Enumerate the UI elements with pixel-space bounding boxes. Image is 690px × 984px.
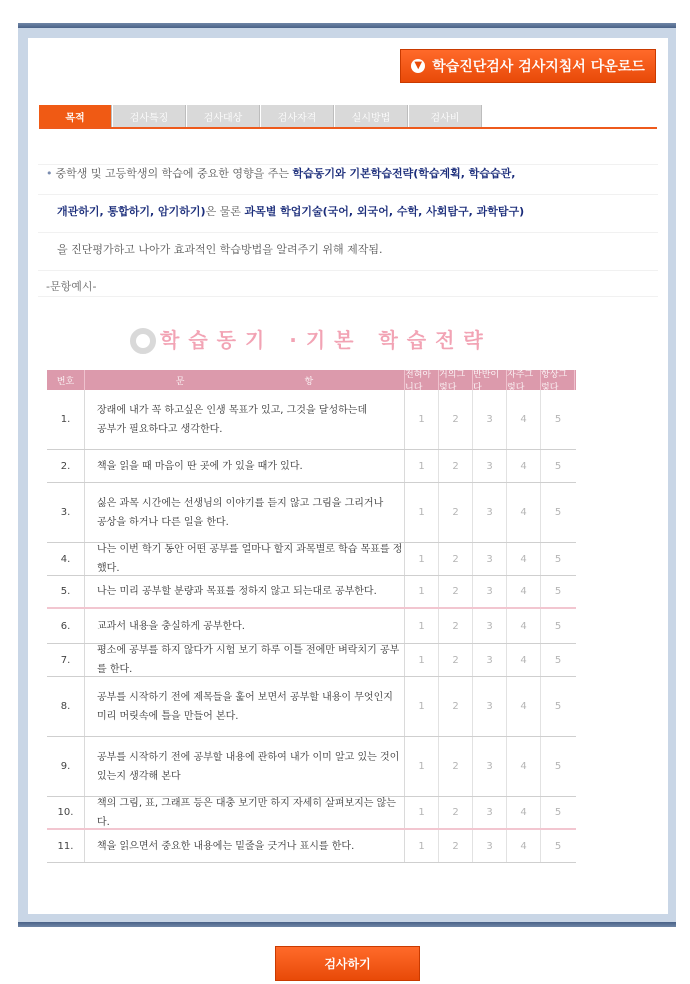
divider [38,194,658,195]
question-text [85,576,405,607]
score-option-2[interactable]: 2 [439,543,473,575]
question-line: 공상을 하거나 다른 일을 한다. [97,516,229,528]
question-number: 10. [47,797,85,828]
score-option-3[interactable]: 3 [473,543,507,575]
score-option-1[interactable]: 1 [405,644,439,676]
intro-highlight: 과목별 학업기술(국어, 외국어, 수학, 사회탐구, 과학탐구) [244,205,525,218]
score-option-3[interactable]: 3 [473,576,507,607]
table-row [47,450,576,483]
question-number: 8. [47,677,85,736]
circle-icon [130,328,156,354]
question-line: 공부가 필요하다고 생각한다. [97,423,223,435]
question-number: 7. [47,644,85,676]
tab-target[interactable]: 검사대상 [187,105,260,127]
question-line: 평소에 공부를 하지 않다가 시험 보기 하루 이틀 전에만 벼락치기 공부를 한다. [97,645,400,675]
question-text [85,737,405,796]
score-option-1[interactable]: 1 [405,576,439,607]
score-option-2[interactable]: 2 [439,677,473,736]
score-option-2[interactable]: 2 [439,737,473,796]
score-option-3[interactable]: 3 [473,677,507,736]
question-text [85,644,405,676]
score-option-3[interactable]: 3 [473,609,507,643]
header-scale-1: 전혀아니다 [405,370,439,390]
score-option-4[interactable]: 4 [507,797,541,828]
example-label: -문항예시- [46,280,97,293]
question-line: 책을 읽을 때 마음이 딴 곳에 가 있을 때가 있다. [97,460,303,472]
score-option-3[interactable]: 3 [473,830,507,862]
score-option-1[interactable]: 1 [405,390,439,449]
start-test-button[interactable]: 검사하기 [275,946,420,981]
table-row [47,390,576,450]
question-line: 책을 읽으면서 중요한 내용에는 밑줄을 긋거나 표시를 한다. [97,840,355,852]
score-option-1[interactable]: 1 [405,450,439,482]
question-number: 1. [47,390,85,449]
score-option-4[interactable]: 4 [507,390,541,449]
intro-highlight: 학습동기와 기본학습전략(학습계획, 학습습관, [292,167,516,180]
table-row [47,483,576,543]
score-option-5[interactable]: 5 [554,654,562,666]
chevron-down-circle-icon: ▼ [411,59,425,73]
question-line: 나는 이번 학기 동안 어떤 공부를 얼마나 할지 과목별로 학습 목표를 정했다. [97,544,403,574]
score-option-2[interactable]: 2 [439,609,473,643]
question-text [85,609,405,643]
score-option-1[interactable]: 1 [405,677,439,736]
score-option-5[interactable]: 5 [554,620,562,632]
score-option-4[interactable]: 4 [507,830,541,862]
intro-line-3: 을 진단평가하고 나아가 효과적인 학습방법을 알려주기 위해 제작됨. [57,243,383,256]
header-scale-4: 자주그렇다 [507,370,541,390]
section-title-text: 학습동기 ·기본 학습전략 [160,327,492,352]
divider [38,296,658,297]
score-option-2[interactable]: 2 [439,644,473,676]
score-option-2[interactable]: 2 [439,390,473,449]
score-option-4[interactable]: 4 [507,543,541,575]
intro-line-2 [57,203,524,219]
question-number: 3. [47,483,85,542]
score-option-2[interactable]: 2 [439,830,473,862]
intro-text: 중학생 및 고등학생의 학습에 중요한 영향을 주는 [55,167,293,180]
question-line: 미리 머릿속에 틀을 만들어 본다. [97,710,239,722]
table-row [47,797,576,830]
question-line: 공부를 시작하기 전에 제목들을 훑어 보면서 공부할 내용이 무엇인지 [97,691,393,703]
question-line: 공부를 시작하기 전에 공부할 내용에 관하여 내가 이미 알고 있는 것이 [97,751,400,763]
bullet: • [46,167,53,180]
score-option-4[interactable]: 4 [507,737,541,796]
score-option-4[interactable]: 4 [507,450,541,482]
score-option-5[interactable]: 5 [554,586,562,597]
divider [38,270,658,271]
table-header [47,370,576,393]
table-row [47,677,576,737]
score-option-5[interactable]: 5 [554,553,562,565]
question-number: 6. [47,609,85,643]
question-text [85,483,405,542]
question-text [85,543,405,575]
tab-purpose[interactable]: 목적 [39,105,112,127]
intro-text: 은 물론 [205,205,245,218]
question-line: 나는 미리 공부할 분량과 목표를 정하지 않고 되는대로 공부한다. [97,586,377,597]
question-line: 장래에 내가 꼭 하고싶은 인생 목표가 있고, 그것을 달성하는데 [97,404,368,416]
score-option-3[interactable]: 3 [473,450,507,482]
question-line: 있는지 생각해 본다 [97,770,181,782]
content-panel[interactable] [28,38,668,914]
question-line: 교과서 내용을 충실하게 공부한다. [97,620,245,632]
score-option-2[interactable]: 2 [439,797,473,828]
score-option-2[interactable]: 2 [439,483,473,542]
guide-download-button[interactable] [400,49,656,83]
score-option-1[interactable]: 1 [405,830,439,862]
guide-download-label: 학습진단검사 검사지침서 다운로드 [432,59,645,75]
table-row [47,644,576,677]
score-option-4[interactable]: 4 [507,609,541,643]
question-text [85,390,405,449]
question-number: 11. [47,830,85,862]
score-option-5[interactable]: 5 [554,840,562,852]
question-number: 2. [47,450,85,482]
tab-features[interactable]: 검사특징 [113,105,186,127]
question-number: 5. [47,576,85,607]
table-row [47,543,576,576]
tab-bar [39,105,657,129]
table-row [47,737,576,797]
intro-highlight: 개관하기, 통합하기, 암기하기) [57,205,206,218]
score-option-4[interactable]: 4 [507,677,541,736]
score-option-1[interactable]: 1 [405,737,439,796]
score-option-3[interactable]: 3 [473,737,507,796]
score-option-3[interactable]: 3 [473,483,507,542]
tab-qualification[interactable]: 검사자격 [261,105,334,127]
score-option-5[interactable]: 5 [554,807,562,818]
score-option-4[interactable]: 4 [507,644,541,676]
question-text [85,677,405,736]
frame-bottom-border [18,922,676,927]
question-text [85,797,405,828]
tab-fee[interactable]: 검사비 [409,105,482,127]
question-table [47,370,576,863]
score-option-1[interactable]: 1 [405,483,439,542]
score-option-1[interactable]: 1 [405,797,439,828]
header-scale-3: 반반이다 [473,370,507,390]
header-scale-5: 항상그렇다 [541,370,575,390]
score-option-5[interactable]: 5 [554,414,562,425]
header-question [85,370,405,390]
intro-line-1 [46,165,515,181]
score-option-5[interactable]: 5 [554,761,562,772]
question-text [85,830,405,862]
score-option-4[interactable]: 4 [507,483,541,542]
question-line: 싫은 과목 시간에는 선생님의 이야기를 듣지 않고 그림을 그리거나 [97,497,384,509]
score-option-2[interactable]: 2 [439,450,473,482]
header-question-b: 항 [304,376,314,387]
table-row [47,830,576,863]
table-body [47,390,576,863]
header-number: 번호 [47,370,85,390]
score-option-1[interactable]: 1 [405,609,439,643]
score-option-3[interactable]: 3 [473,797,507,828]
table-row [47,609,576,644]
score-option-5[interactable]: 5 [554,701,562,712]
header-scale-2: 거의그렇다 [439,370,473,390]
question-line: 책의 그림, 표, 그래프 등은 대충 보기만 하지 자세히 살펴보지는 않는다. [97,797,396,828]
score-option-1[interactable]: 1 [405,543,439,575]
section-title [130,318,492,358]
score-option-4[interactable]: 4 [507,576,541,607]
score-option-2[interactable]: 2 [439,576,473,607]
score-option-5[interactable]: 5 [554,460,562,472]
header-question-a: 문 [175,376,185,387]
question-number: 9. [47,737,85,796]
divider [38,232,658,233]
score-option-3[interactable]: 3 [473,390,507,449]
question-text [85,450,405,482]
question-number: 4. [47,543,85,575]
score-option-3[interactable]: 3 [473,644,507,676]
table-row [47,576,576,609]
score-option-5[interactable]: 5 [554,507,562,518]
tab-method[interactable]: 실시방법 [335,105,408,127]
